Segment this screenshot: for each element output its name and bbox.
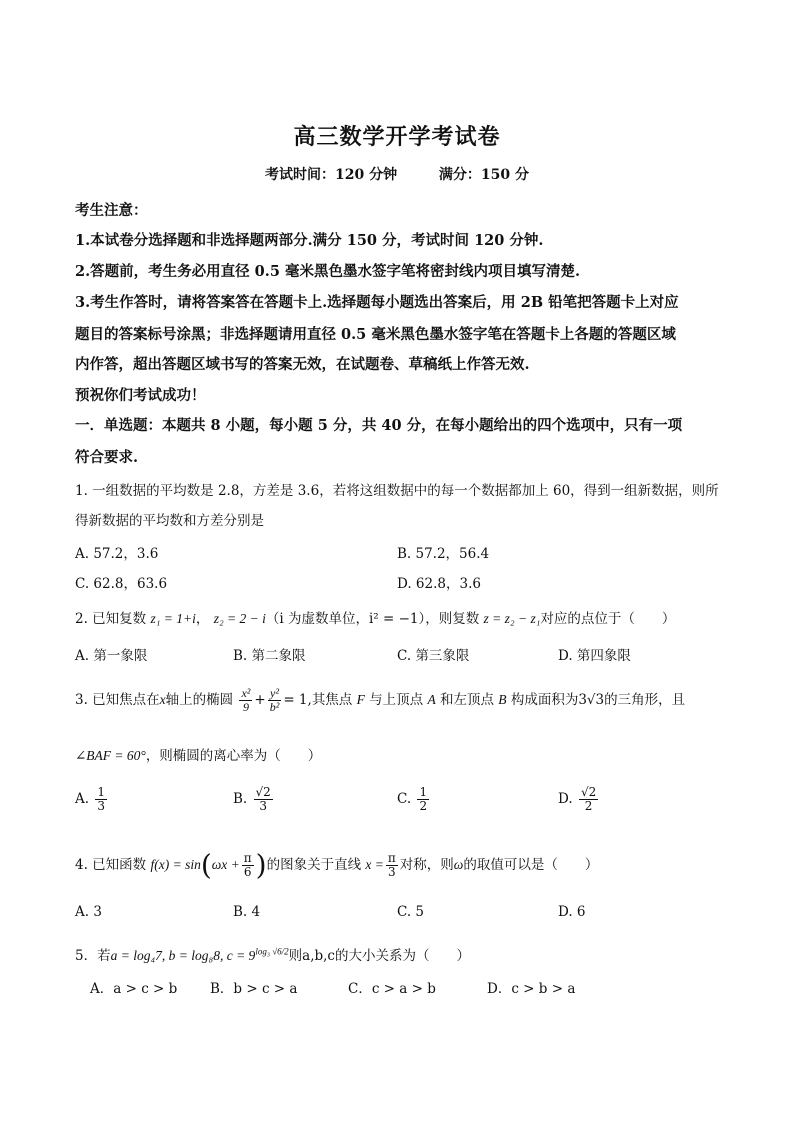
q4-function: f(x) = sin bbox=[150, 857, 201, 872]
q4-phase-num: π bbox=[243, 850, 252, 865]
q3-frac-2-den: b² bbox=[269, 700, 280, 714]
q3-B: B bbox=[498, 692, 507, 707]
notice-wish: 预祝你们考试成功！ bbox=[75, 387, 206, 404]
q4-left-paren: ( bbox=[200, 848, 212, 882]
notice-item-3-line-2: 题目的答案标号涂黑；非选择题请用直径 0.5 毫米黑色墨水签字笔在答题卡上各题的答题区域 bbox=[75, 326, 676, 343]
q4-stem bbox=[75, 845, 598, 886]
q3-b-num: √2 bbox=[255, 785, 271, 799]
q4-axis-frac bbox=[386, 852, 398, 879]
q3-ask: ，则椭圆的离心率为（ ） bbox=[145, 748, 322, 764]
q4-suffix-1: 对称，则 bbox=[399, 857, 454, 873]
q3-option-d-frac bbox=[579, 786, 598, 813]
q2-option-b: B. 第二象限 bbox=[233, 648, 306, 664]
q2-z: z = z₂ − z₁ bbox=[483, 611, 541, 626]
exam-score: 满分：150 分 bbox=[438, 167, 529, 183]
q3-mid-3: 与上顶点 bbox=[369, 692, 424, 708]
q3-option-b-frac bbox=[254, 786, 273, 813]
q4-prefix: 4. 已知函数 bbox=[75, 857, 147, 873]
q3-option-a-frac bbox=[95, 786, 107, 813]
q1-stem-line-2: 得新数据的平均数和方差分别是 bbox=[75, 513, 264, 529]
exam-meta bbox=[0, 164, 794, 184]
q3-c-den: 2 bbox=[419, 799, 428, 814]
q4-omega-x: ωx + bbox=[211, 857, 240, 872]
q3-stem-line-2 bbox=[75, 744, 321, 764]
q3-option-c-frac bbox=[417, 786, 429, 813]
q1-option-b: B. 57.2，56.4 bbox=[397, 546, 490, 562]
q4-suffix-2: 的取值可以是（ ） bbox=[463, 857, 599, 873]
q5-option-b: B．b > c > a bbox=[210, 981, 298, 997]
notice-item-3-line-3: 内作答，超出答题区域书写的答案无效，在试题卷、草稿纸上作答无效. bbox=[75, 356, 530, 373]
q3-frac-1-den: 9 bbox=[242, 700, 249, 714]
q2-option-c: C. 第三象限 bbox=[397, 648, 470, 664]
q3-a-num: 1 bbox=[97, 785, 105, 799]
notice-item-2: 2.答题前，考生务必用直径 0.5 毫米黑色墨水签字笔将密封线内项目填写清楚. bbox=[75, 263, 581, 280]
q2-prefix: 2. 已知复数 bbox=[75, 611, 147, 627]
q2-suffix: 对应的点位于（ ） bbox=[540, 611, 676, 627]
section-1-line-2: 符合要求. bbox=[75, 449, 139, 466]
q3-d-num: √2 bbox=[580, 785, 597, 799]
q3-A: A bbox=[427, 692, 436, 707]
q5-option-a: A．a > c > b bbox=[90, 981, 178, 997]
page-title: 高三数学开学考试卷 bbox=[293, 124, 501, 150]
q3-ellipse-frac-1 bbox=[239, 687, 252, 714]
q3-c-num: 1 bbox=[419, 785, 428, 799]
q5-suffix: 则a,b,c的大小关系为（ ） bbox=[288, 948, 470, 964]
q3-ellipse-frac-2 bbox=[268, 687, 282, 714]
q3-mid-2: 其焦点 bbox=[311, 692, 353, 708]
q3-stem-line-1 bbox=[75, 680, 685, 720]
q4-phase-den: 6 bbox=[243, 865, 252, 879]
q3-mid-1: 轴上的椭圆 bbox=[165, 692, 234, 708]
notice-item-1: 1.本试卷分选择题和非选择题两部分.满分 150 分，考试时间 120 分钟. bbox=[75, 232, 544, 249]
q3-frac-2-num: y² bbox=[268, 687, 282, 701]
q4-phase-frac bbox=[242, 852, 254, 879]
notice-heading: 考生注意： bbox=[75, 202, 148, 219]
q3-option-d bbox=[558, 786, 600, 813]
q3-area: 3√3 bbox=[578, 692, 605, 708]
q5-stem bbox=[75, 944, 470, 964]
q4-right-paren: ) bbox=[255, 848, 267, 882]
q4-option-c: C. 5 bbox=[397, 904, 425, 920]
q1-option-c: C. 62.8，63.6 bbox=[75, 576, 168, 592]
q1-option-a: A. 57.2，3.6 bbox=[75, 546, 159, 562]
q4-axis-den: 3 bbox=[388, 865, 396, 879]
q3-prefix: 3. 已知焦点在 bbox=[75, 692, 160, 708]
q5-prefix: 5．若 bbox=[75, 948, 111, 964]
q4-option-a: A. 3 bbox=[75, 904, 102, 920]
q3-frac-1-num: x² bbox=[241, 685, 251, 700]
q1-option-d: D. 62.8，3.6 bbox=[397, 576, 481, 592]
q5-option-d: D．c > b > a bbox=[487, 981, 576, 997]
q3-d-den: 2 bbox=[584, 799, 593, 814]
q4-omega: ω bbox=[453, 857, 464, 872]
q4-option-d: D. 6 bbox=[558, 904, 586, 920]
q5-expression: a = log₄7, b = log₈8, c = 9 bbox=[110, 948, 256, 963]
q3-mid-4: 和左顶点 bbox=[440, 692, 494, 708]
q3-option-b bbox=[233, 786, 275, 813]
q4-x-eq: x = bbox=[365, 857, 384, 872]
q3-eq: = 1, bbox=[283, 692, 312, 708]
q3-option-d-label: D. bbox=[558, 791, 573, 808]
q2-note: （i 为虚数单位，i² = −1），则复数 bbox=[265, 611, 480, 627]
q2-z2: z₂ = 2 − i bbox=[213, 611, 266, 626]
section-1-line-1: 一．单选题：本题共 8 小题，每小题 5 分，共 40 分，在每小题给出的四个选项中，只有一项 bbox=[75, 417, 683, 434]
q3-b-den: 3 bbox=[259, 799, 267, 814]
q2-separator: ， bbox=[195, 611, 210, 627]
q3-option-c-label: C. bbox=[397, 791, 412, 808]
q4-mid: 的图象关于直线 bbox=[266, 857, 362, 873]
q3-option-a-label: A. bbox=[75, 791, 90, 808]
q4-axis-num: π bbox=[387, 850, 396, 865]
q3-mid-6: 的三角形，且 bbox=[604, 692, 686, 708]
q3-mid-5: 构成面积为 bbox=[510, 692, 579, 708]
q5-exponent: log₃ √6/2 bbox=[255, 946, 289, 957]
q3-option-b-label: B. bbox=[233, 791, 248, 808]
notice-item-3-line-1: 3.考生作答时，请将答案答在答题卡上.选择题每小题选出答案后，用 2B 铅笔把答题卡上对应 bbox=[75, 294, 679, 311]
q3-F: F bbox=[356, 692, 365, 707]
q3-a-den: 3 bbox=[97, 799, 105, 814]
q3-angle: ∠BAF = 60° bbox=[75, 748, 146, 763]
exam-time: 考试时间：120 分钟 bbox=[265, 167, 398, 183]
q5-option-c: C．c > a > b bbox=[348, 981, 436, 997]
q2-option-a: A. 第一象限 bbox=[75, 648, 148, 664]
q2-option-d: D. 第四象限 bbox=[558, 648, 631, 664]
q3-option-a bbox=[75, 786, 109, 813]
q3-plus: + bbox=[254, 692, 266, 708]
q2-stem bbox=[75, 607, 675, 627]
q3-x: x bbox=[159, 692, 166, 707]
q3-option-c bbox=[397, 786, 431, 813]
q4-option-b: B. 4 bbox=[233, 904, 261, 920]
q2-z1: z₁ = 1+i bbox=[150, 611, 196, 626]
q1-stem-line-1: 1. 一组数据的平均数是 2.8，方差是 3.6，若将这组数据中的每一个数据都加上 60，得到一组新数据，则所 bbox=[75, 483, 719, 499]
